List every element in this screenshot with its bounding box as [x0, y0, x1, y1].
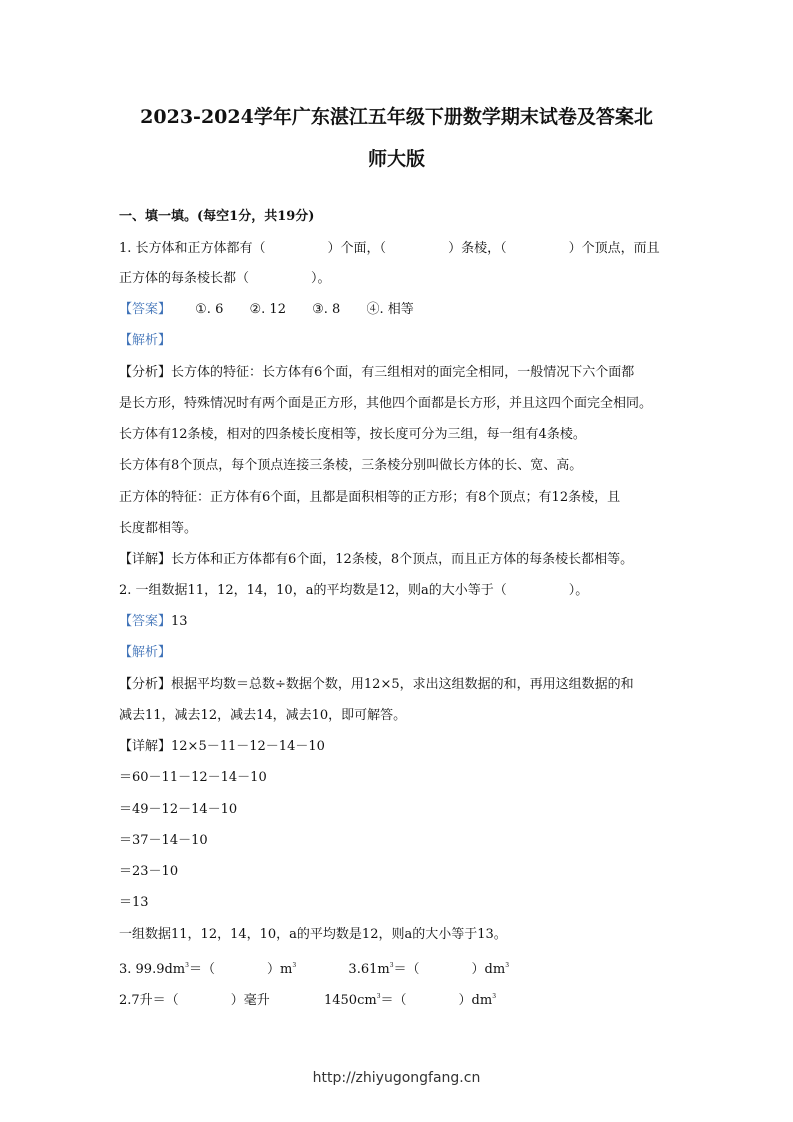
q2-answer — [119, 613, 188, 631]
q2-calc-0 — [119, 738, 325, 756]
footer-url[interactable]: http://zhiyugongfang.cn — [312, 1070, 481, 1086]
q1-detail-text: 长方体和正方体都有6个面，12条棱，8个顶点，而且正方体的每条棱长都相等。 — [171, 552, 634, 567]
q3-item-c-unit: ）毫升 — [230, 993, 270, 1008]
q1-text-f: ）。 — [311, 271, 331, 286]
q3-item-d-eq: ＝（ — [380, 993, 407, 1008]
title-line-1: 2023-2024学年广东湛江五年级下册数学期末试卷及答案北 — [140, 106, 653, 128]
q2-conclusion: 一组数据11，12，14，10，a的平均数是12，则a的大小等于13。 — [119, 927, 507, 942]
q1-answer-1: ①. 6 — [195, 302, 224, 317]
answer-tag: 【答案】 — [119, 614, 172, 629]
q1-text-d: ）个顶点，而且 — [568, 241, 660, 256]
detail-tag: 【详解】 — [119, 552, 172, 567]
q1-text-b: ）个面，（ — [327, 241, 387, 256]
q2-calc-4: ＝23－10 — [119, 864, 179, 879]
q1-analysis-6: 长度都相等。 — [119, 521, 198, 536]
q3-item-a: 3. 99.9dm — [119, 962, 186, 977]
q1-analysis-3: 长方体有12条棱，相对的四条棱长度相等，按长度可分为三组，每一组有4条棱。 — [119, 427, 586, 442]
q1-jiexi-tag: 【解析】 — [119, 333, 172, 348]
q2-analysis-2: 减去11，减去12，减去14，减去10，即可解答。 — [119, 708, 407, 723]
q2-jiexi-tag: 【解析】 — [119, 645, 172, 660]
q3-item-d: 1450cm — [323, 993, 377, 1008]
q2-text-a: 2. 一组数据11，12，14，10，a的平均数是12，则a的大小等于（ — [119, 583, 507, 598]
question-1-line-2 — [119, 270, 331, 288]
q3-item-a-eq: ＝（ — [188, 962, 215, 977]
q1-analysis-1 — [119, 364, 634, 382]
q3-item-d-unit: ）dm — [458, 993, 493, 1008]
q1-analysis-text-1: 长方体的特征：长方体有6个面，有三组相对的面完全相同，一般情况下六个面都 — [171, 365, 635, 380]
question-3-line-1 — [119, 957, 509, 979]
q1-answer-3: ③. 8 — [312, 302, 341, 317]
q3-item-a-unit: ）m — [266, 962, 293, 977]
q1-answer — [119, 301, 414, 319]
question-3-line-2 — [119, 988, 496, 1010]
q2-text-b: ）。 — [568, 583, 589, 598]
q1-text-a: 1. 长方体和正方体都有（ — [119, 241, 266, 256]
q3-item-b-eq: ＝（ — [393, 962, 420, 977]
detail-tag: 【详解】 — [119, 739, 172, 754]
superscript: 3 — [389, 962, 394, 969]
section-heading: 一、填一填。(每空1分，共19分) — [119, 209, 315, 224]
q1-answer-2: ②. 12 — [249, 302, 286, 317]
q2-calc-2: ＝49－12－14－10 — [119, 802, 238, 817]
question-1-line-1 — [119, 240, 660, 258]
title-line-2: 师大版 — [367, 148, 425, 170]
q3-item-b-unit: ）dm — [471, 962, 506, 977]
q3-item-b: 3.61m — [348, 962, 390, 977]
q2-calc-3: ＝37－14－10 — [119, 833, 208, 848]
q2-answer-value: 13 — [171, 614, 188, 629]
superscript: 3 — [185, 962, 189, 969]
calc-step: 12×5－11－12－14－10 — [171, 739, 325, 754]
analysis-tag: 【分析】 — [119, 677, 172, 692]
superscript: 3 — [505, 962, 510, 969]
q1-answer-4: ④. 相等 — [366, 302, 414, 317]
q1-analysis-4: 长方体有8个顶点，每个顶点连接三条棱，三条棱分别叫做长方体的长、宽、高。 — [119, 458, 583, 473]
q2-calc-5: ＝13 — [119, 895, 149, 910]
q1-text-c: ）条棱，（ — [448, 241, 507, 256]
q2-analysis-1 — [119, 676, 634, 694]
superscript: 3 — [492, 993, 497, 1000]
superscript: 3 — [376, 993, 381, 1000]
document-title — [100, 96, 693, 180]
q1-analysis-5: 正方体的特征：正方体有6个面，且都是面积相等的正方形；有8个顶点；有12条棱，且 — [119, 490, 621, 505]
q3-item-c: 2.7升＝（ — [119, 993, 179, 1008]
q1-text-e: 正方体的每条棱长都（ — [119, 271, 250, 286]
answer-tag: 【答案】 — [119, 302, 172, 317]
q1-analysis-2: 是长方形，特殊情况时有两个面是正方形，其他四个面都是长方形，并且这四个面完全相同。 — [119, 396, 653, 411]
q2-analysis-text-1: 根据平均数＝总数÷数据个数，用12×5，求出这组数据的和，再用这组数据的和 — [171, 677, 634, 692]
superscript: 3 — [292, 962, 297, 969]
question-2 — [119, 582, 588, 600]
q1-detail — [119, 551, 633, 569]
q2-calc-1: ＝60－11－12－14－10 — [119, 770, 267, 785]
analysis-tag: 【分析】 — [119, 365, 172, 380]
